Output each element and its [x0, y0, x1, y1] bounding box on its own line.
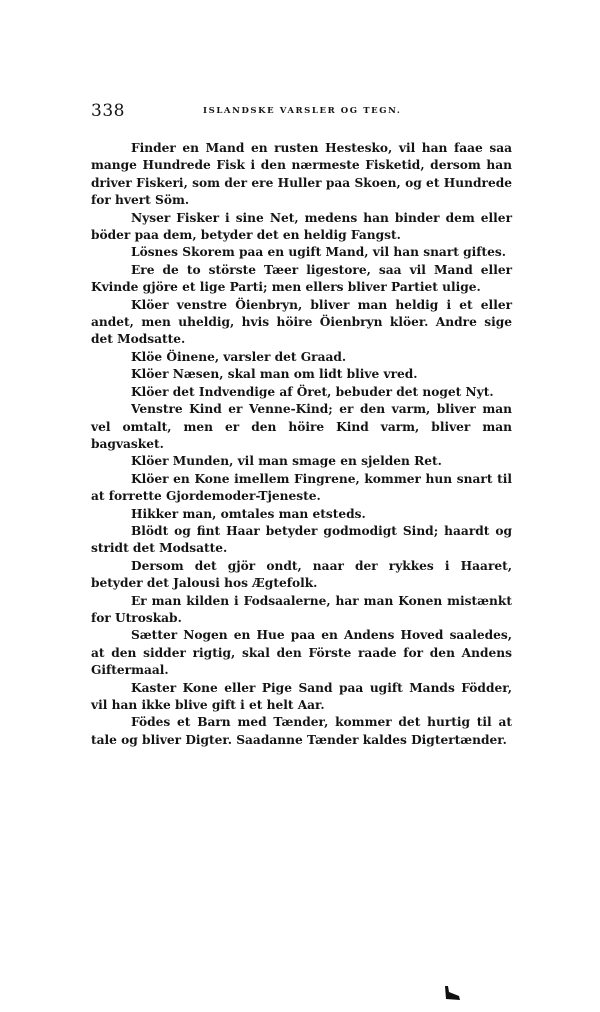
paragraph: Klöer Næsen, skal man om lidt blive vred. — [131, 367, 418, 382]
page-header — [91, 101, 511, 121]
paragraph: Lösnes Skorem paa en ugift Mand, vil han snart giftes. — [131, 245, 507, 260]
paragraph: Nyser Fisker i sine Net, medens han binder dem eller böder paa dem, betyder det en heldig Fangst. — [91, 210, 512, 243]
paragraph: Er man kilden i Fodsaalerne, har man Konen mistænkt for Utroskab. — [91, 593, 512, 625]
page-corner-arrow-icon — [444, 986, 460, 1000]
body-text — [91, 140, 512, 749]
paragraph: Dersom det gjör ondt, naar der rykkes i Haaret, betyder det Jalousi hos Ægtefolk. — [91, 558, 512, 591]
paragraph: Klöe Öinene, varsler det Graad. — [131, 349, 347, 364]
paragraph: Klöer venstre Öienbryn, bliver man heldig i et eller andet, men uheldig, hvis höire Öienbryn klöer. Andre sige det Modsatte. — [91, 297, 512, 347]
running-title: ISLANDSKE VARSLER OG TEGN. — [203, 106, 402, 116]
paragraph: Klöer Munden, vil man smage en sjelden Ret. — [131, 454, 442, 469]
paragraph: Klöer det Indvendige af Öret, bebuder det noget Nyt. — [131, 384, 494, 399]
paragraph: Blödt og fint Haar betyder godmodigt Sind; haardt og stridt det Modsatte. — [91, 523, 512, 556]
paragraph: Finder en Mand en rusten Hestesko, vil han faae saa mange Hundrede Fisk i den nærmeste Fisketid, dersom han driver Fiskeri, som der ere Huller paa Skoen, og et Hundrede for hvert Söm. — [91, 141, 512, 208]
page-number: 338 — [91, 101, 125, 121]
paragraph: Sætter Nogen en Hue paa en Andens Hoved saaledes, at den sidder rigtig, skal den Förste raade for den Andens Giftermaal. — [91, 628, 512, 678]
paragraph: Kaster Kone eller Pige Sand paa ugift Mands Födder, vil han ikke blive gift i et helt Aar. — [91, 680, 512, 712]
paragraph: Ere de to störste Tæer ligestore, saa vil Mand eller Kvinde gjöre et lige Parti; men ellers bliver Partiet ulige. — [91, 262, 512, 295]
paragraph: Venstre Kind er Venne-Kind; er den varm, bliver man vel omtalt, men er den höire Kind varm, bliver man bagvasket. — [91, 402, 512, 451]
paragraph: Födes et Barn med Tænder, kommer det hurtig til at tale og bliver Digter. Saadanne Tænder kaldes Digtertænder. — [91, 715, 512, 747]
paragraph: Klöer en Kone imellem Fingrene, kommer hun snart til at forrette Gjordemoder-Tjeneste. — [91, 471, 512, 504]
paragraph: Hikker man, omtales man etsteds. — [131, 506, 366, 521]
